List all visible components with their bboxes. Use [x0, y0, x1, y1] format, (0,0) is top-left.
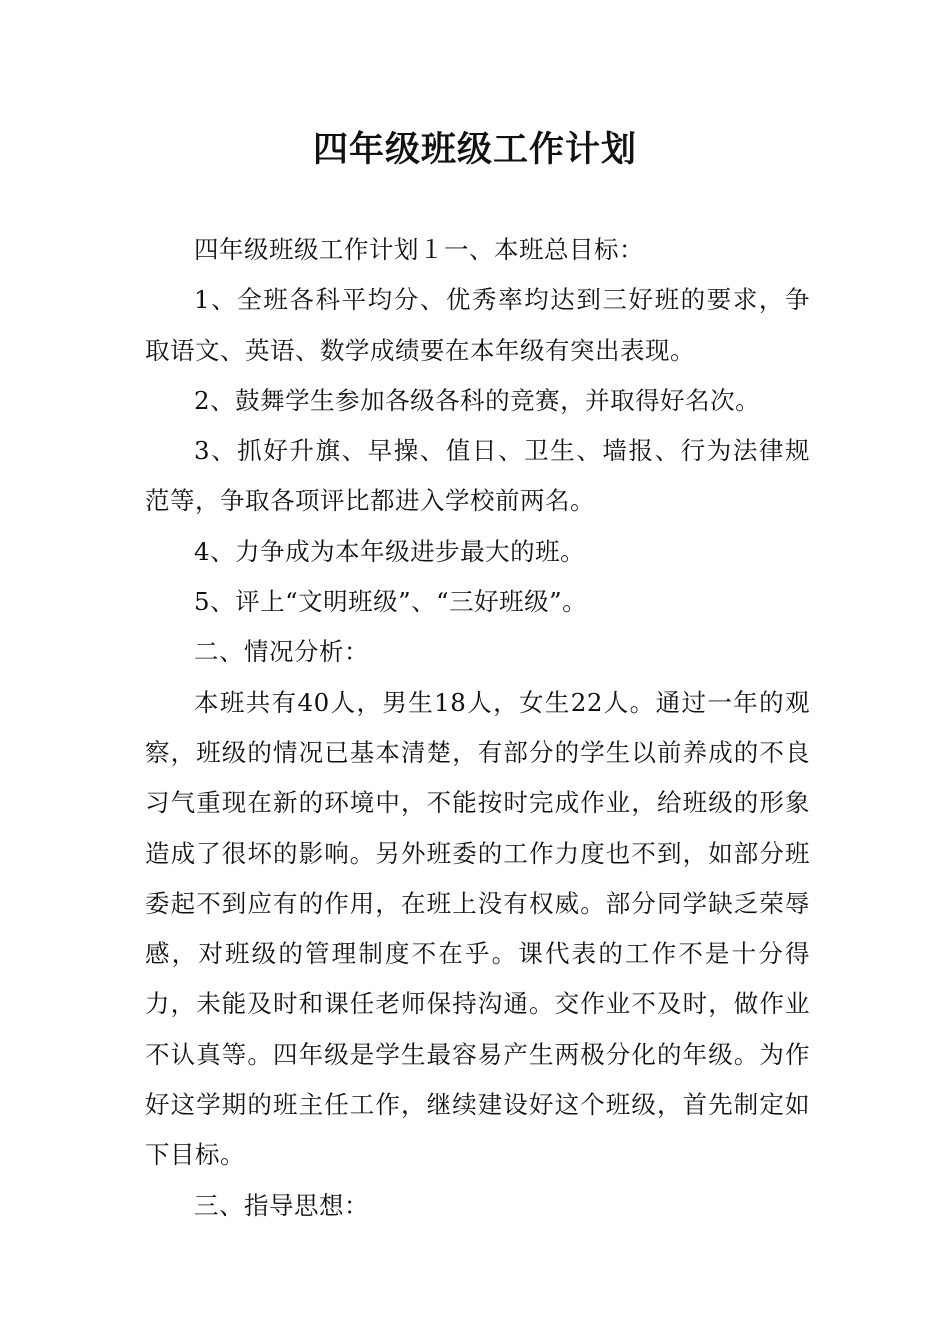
paragraph-goal-2: 2、鼓舞学生参加各级各科的竞赛，并取得好名次。	[194, 385, 761, 415]
document-title: 四年级班级工作计划	[312, 130, 637, 170]
paragraph-goal-3: 3、抓好升旗、早操、值日、卫生、墙报、行为法律规范等，争取各项评比都进入学校前两名。	[145, 436, 810, 516]
paragraph-goal-1: 1、全班各科平均分、优秀率均达到三好班的要求，争取语文、英语、数学成绩要在本年级有突出表现。	[145, 285, 810, 365]
paragraph-goal-5: 5、评上“文明班级”、“三好班级”。	[194, 587, 588, 617]
paragraph-intro-goal: 四年级班级工作计划１一、本班总目标：	[194, 235, 644, 264]
document-body	[145, 225, 810, 1231]
paragraph-section-analysis-heading: 二、情况分析：	[194, 637, 369, 667]
paragraph-goal-4: 4、力争成为本年级进步最大的班。	[194, 536, 586, 566]
paragraph-section-guidance-heading: 三、指导思想：	[194, 1190, 369, 1220]
paragraph-analysis-body: 本班共有40人，男生18人，女生22人。通过一年的观察，班级的情况已基本清楚，有部分的学生以前养成的不良习气重现在新的环境中，不能按时完成作业，给班级的形象造成了很坏的影响。另外班委的工作力度也不到，如部分班委起不到应有的作用，在班上没有权威。部分同学缺乏荣辱感，对班级的管理制度不在乎。课代表的工作不是十分得力，未能及时和课任老师保持沟通。交作业不及时，做作业不认真等。四年级是学生最容易产生两极分化的年级。为作好这学期的班主任工作，继续建设好这个班级，首先制定如下目标。	[145, 687, 810, 1170]
